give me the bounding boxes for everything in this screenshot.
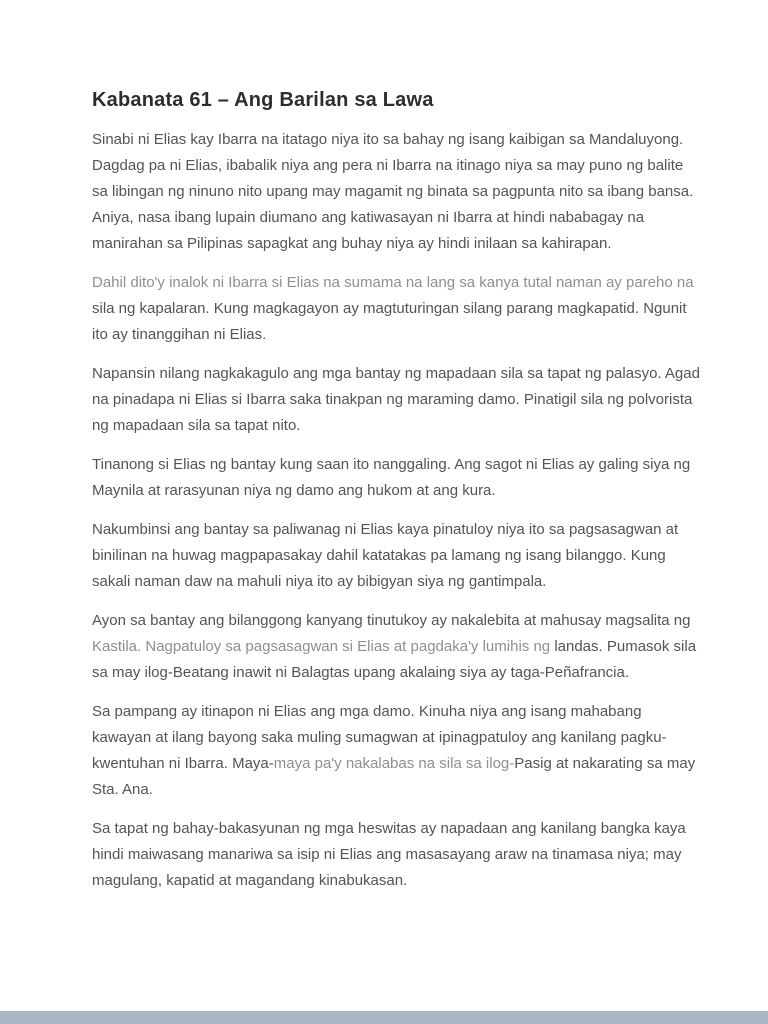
text-segment: kawayan at ilang bayong saka muling sumagwan at ipinagpatuloy ang kanilang pagku-	[92, 729, 667, 746]
paragraph	[92, 608, 697, 686]
text-line	[92, 634, 697, 660]
text-segment: Tinanong si Elias ng bantay kung saan ito nanggaling. Ang sagot ni Elias ay galing siya ng	[92, 456, 691, 473]
text-segment: Sa pampang ay itinapon ni Elias ang mga damo. Kinuha niya ang isang mahabang	[92, 703, 642, 720]
text-segment: Pasig at nakarating sa may	[514, 755, 696, 772]
text-line	[92, 205, 678, 231]
text-segment: kwentuhan ni Ibarra. Maya-	[92, 755, 274, 772]
text-segment: na pinadapa ni Elias si Ibarra saka tinakpan ng maraming damo. Pinatigil sila ng polvorista	[92, 391, 693, 408]
page-title: Kabanata 61 – Ang Barilan sa Lawa	[92, 89, 434, 111]
text-line	[92, 868, 678, 894]
text-segment: ng mapadaan sila sa tapat nito.	[92, 417, 301, 434]
text-segment: Maynila at rarasyunan niya ng damo ang hukom at ang kura.	[92, 482, 496, 499]
paragraph	[92, 816, 686, 894]
text-line	[92, 270, 694, 296]
text-segment: landas. Pumasok sila	[554, 638, 697, 655]
text-line	[92, 660, 678, 686]
text-segment: binilinan na huwag magpapasakay dahil katatakas pa lamang ng isang bilanggo. Kung	[92, 547, 666, 564]
text-segment: Nakumbinsi ang bantay sa paliwanag ni Elias kaya pinatuloy niya ito sa pagsasagwan at	[92, 521, 679, 538]
text-segment: manirahan sa Pilipinas sapagkat ang buhay niya ay hindi inilaan sa kahirapan.	[92, 235, 612, 252]
text-line	[92, 452, 691, 478]
text-line	[92, 751, 696, 777]
text-segment: sa may ilog-Beatang inawit ni Balagtas upang akalaing siya ay taga-Peñafrancia.	[92, 664, 629, 681]
text-segment: sa libingan ng ninuno nito upang may magamit ng binata sa pagpunta nito sa ibang bansa.	[92, 183, 694, 200]
paragraph	[92, 270, 694, 348]
text-line	[92, 413, 678, 439]
text-line	[92, 478, 678, 504]
document-body	[92, 127, 700, 894]
text-segment: ito ay tinanggihan ni Elias.	[92, 326, 267, 343]
text-line	[92, 816, 686, 842]
text-segment: Dahil dito'y inalok ni Ibarra si Elias na sumama na lang sa kanya tutal naman ay pareho na	[92, 274, 694, 291]
text-segment: Dagdag pa ni Elias, ibabalik niya ang pera ni Ibarra na itinago niya sa may puno ng balite	[92, 157, 684, 174]
text-line	[92, 608, 691, 634]
page-bottom-gap	[0, 1011, 768, 1024]
text-line	[92, 842, 682, 868]
text-line	[92, 777, 678, 803]
paragraph	[92, 699, 696, 803]
paragraph	[92, 127, 694, 257]
paragraph	[92, 517, 678, 595]
text-segment: hindi maiwasang manariwa sa isip ni Elias ang masasayang araw na tinamasa niya; may	[92, 846, 682, 863]
text-line	[92, 725, 678, 751]
text-line	[92, 361, 700, 387]
text-segment: Aniya, nasa ibang lupain diumano ang katiwasayan ni Ibarra at hindi nababagay na	[92, 209, 645, 226]
text-line	[92, 569, 678, 595]
text-line	[92, 543, 678, 569]
text-segment: sakali naman daw na mahuli niya ito ay bibigyan siya ng gantimpala.	[92, 573, 547, 590]
text-segment: maya pa'y nakalabas na sila sa ilog-	[273, 755, 515, 772]
text-segment: magulang, kapatid at magandang kinabukasan.	[92, 872, 408, 889]
text-line	[92, 153, 684, 179]
text-segment: Sinabi ni Elias kay Ibarra na itatago niya ito sa bahay ng isang kaibigan sa Mandaluyong.	[92, 131, 684, 148]
text-segment: Sa tapat ng bahay-bakasyunan ng mga heswitas ay napadaan ang kanilang bangka kaya	[92, 820, 686, 837]
text-segment: Kastila. Nagpatuloy sa pagsasagwan si Elias at pagdaka'y lumihis ng	[92, 638, 555, 655]
text-line	[92, 179, 694, 205]
text-line	[92, 387, 693, 413]
text-line	[92, 296, 687, 322]
text-line	[92, 699, 678, 725]
text-segment: Napansin nilang nagkakagulo ang mga bantay ng mapadaan sila sa tapat ng palasyo. Agad	[92, 365, 700, 382]
text-segment: Ayon sa bantay ang bilanggong kanyang tinutukoy ay nakalebita at mahusay magsalita ng	[92, 612, 691, 629]
paragraph	[92, 361, 700, 439]
text-segment: sila ng kapalaran. Kung magkagayon ay magtuturingan silang parang magkapatid. Ngunit	[92, 300, 687, 317]
text-line	[92, 517, 678, 543]
paragraph	[92, 452, 691, 504]
text-segment: Sta. Ana.	[92, 781, 153, 798]
text-line	[92, 231, 678, 257]
text-line	[92, 322, 678, 348]
text-line	[92, 127, 684, 153]
